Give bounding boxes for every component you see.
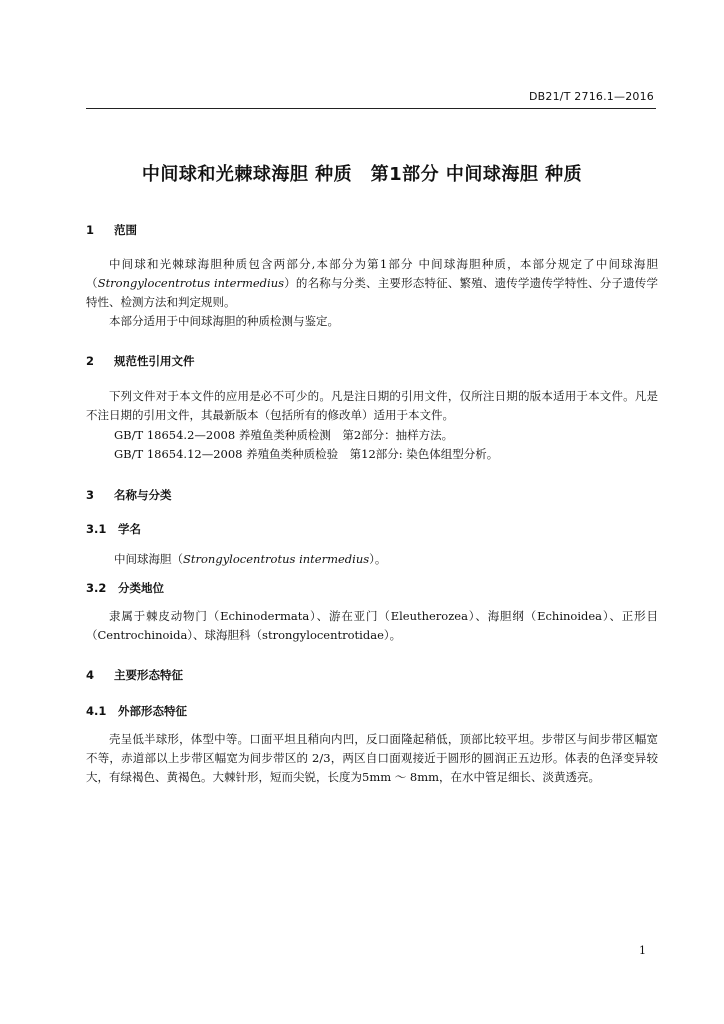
taxonomy-paragraph: 隶属于棘皮动物门（Echinodermata）、游在亚门（Eleutherozea）、海胆纲（Echinoidea）、正形目（Centrochinoida）、球海胆科（strongylocentrotidae）。 bbox=[86, 609, 658, 642]
section-2-number: 2 bbox=[86, 354, 95, 368]
section-4-1-heading bbox=[86, 703, 187, 719]
section-3-2-heading bbox=[86, 580, 164, 596]
section-2-title: 规范性引用文件 bbox=[114, 354, 195, 368]
section-1-title: 范围 bbox=[114, 223, 137, 237]
s1-text-a: 中间球和光棘球海胆种质包含两部分,本部分为第1部分 中间球海胆种质，本部分规定了中间球海胆（ bbox=[86, 257, 658, 290]
section-1-number: 1 bbox=[86, 223, 95, 237]
section-3-2-title: 分类地位 bbox=[118, 581, 164, 595]
section-3-number: 3 bbox=[86, 488, 95, 502]
section-4-1-title: 外部形态特征 bbox=[118, 704, 187, 718]
document-number: DB21/T 2716.1—2016 bbox=[528, 90, 654, 103]
section-4-number: 4 bbox=[86, 668, 95, 682]
section-3-heading bbox=[86, 487, 172, 503]
s1-latin-name: Strongylocentrotus intermedius bbox=[97, 276, 285, 290]
reference-1: GB/T 18654.2—2008 养殖鱼类种质检测 第2部分：抽样方法。 bbox=[114, 428, 454, 442]
section-2-paragraph-1: 下列文件对于本文件的应用是必不可少的。凡是注日期的引用文件，仅所注日期的版本适用于本文件。凡是不注日期的引用文件，其最新版本（包括所有的修改单）适用于本文件。 bbox=[86, 389, 658, 422]
morphology-paragraph: 壳呈低半球形，体型中等。口面平坦且稍向内凹，反口面隆起稍低，顶部比较平坦。步带区与间步带区幅宽不等，赤道部以上步带区幅宽为间步带区的 2/3，两区自口面观接近于圆形的圆润正五边形。体表的色泽变异较大，有绿褐色、黄褐色。大棘针形，短而尖锐，长度为5mm ～ 8mm，在水中管足细长、淡黄透亮。 bbox=[86, 732, 658, 784]
scientific-name-line bbox=[114, 550, 386, 569]
section-4-1-number: 4.1 bbox=[86, 704, 107, 718]
section-1-heading bbox=[86, 222, 137, 238]
section-3-2-number: 3.2 bbox=[86, 581, 107, 595]
document-title: 中间球和光棘球海胆 种质 第1部分 中间球海胆 种质 bbox=[141, 164, 583, 185]
section-2-heading bbox=[86, 353, 195, 369]
section-3-1-title: 学名 bbox=[118, 522, 141, 536]
section-1-paragraph-1 bbox=[86, 255, 658, 312]
section-4-heading bbox=[86, 667, 183, 683]
s31-latin-name: Strongylocentrotus intermedius bbox=[183, 552, 370, 566]
section-3-title: 名称与分类 bbox=[114, 488, 172, 502]
header-rule bbox=[86, 108, 656, 109]
section-1-paragraph-2: 本部分适用于中间球海胆的种质检测与鉴定。 bbox=[109, 314, 339, 328]
reference-2: GB/T 18654.12—2008 养殖鱼类种质检验 第12部分: 染色体组型分析。 bbox=[114, 447, 499, 461]
page-number: 1 bbox=[639, 944, 646, 957]
s1-text-b: ）的名称与分类、主要形态特征、繁殖、遗传学遗传学特性、分子遗传学特性、检测方法和判定规则。 bbox=[86, 276, 658, 309]
section-3-1-number: 3.1 bbox=[86, 522, 107, 536]
section-3-1-heading bbox=[86, 521, 141, 537]
s31-text-b: ）。 bbox=[369, 552, 387, 566]
s31-text-a: 中间球海胆（ bbox=[114, 552, 183, 566]
section-4-title: 主要形态特征 bbox=[114, 668, 183, 682]
